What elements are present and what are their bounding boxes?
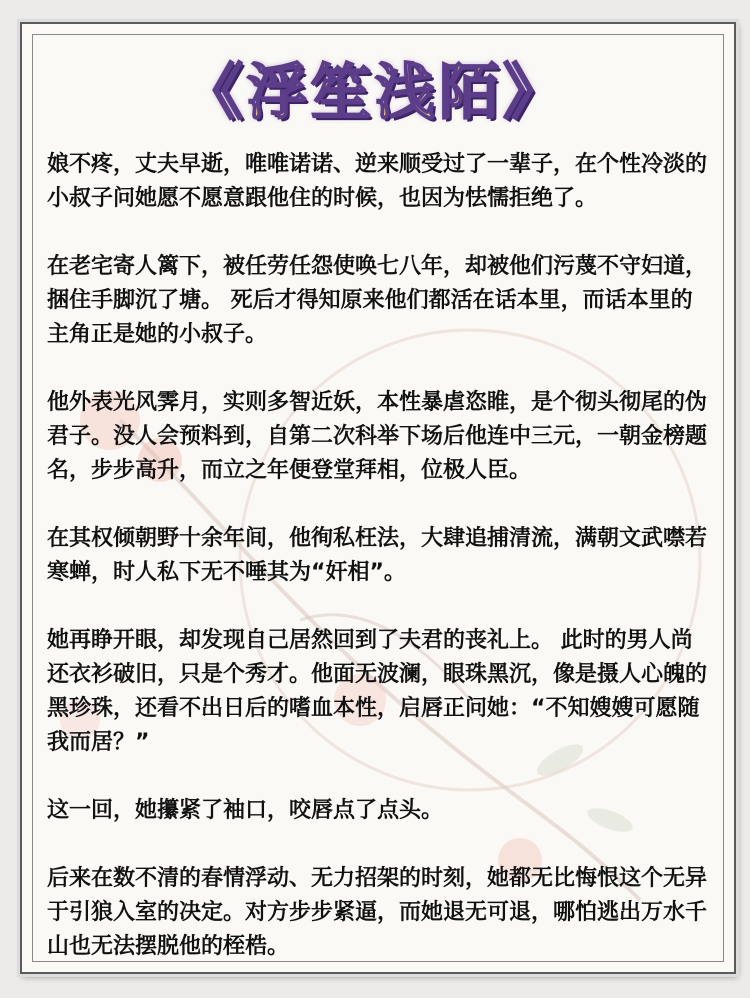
paragraph: 在老宅寄人篱下，被任劳任怨使唤七八年，却被他们污蔑不守妇道，捆住手脚沉了塘。 死后才得知原来他们都活在话本里，而话本里的主角正是她的小叔子。 [47,254,708,347]
paragraph: 这一回，她攥紧了袖口，咬唇点了点头。 [47,798,444,823]
paragraph: 后来在数不清的春情浮动、无力招架的时刻，她都无比悔恨这个无异于引狼入室的决定。对方步步紧逼，而她退无可退，哪怕逃出万水千山也无法摆脱他的桎梏。 [47,866,708,959]
synopsis-body [47,148,707,998]
paragraph: 娘不疼，丈夫早逝，唯唯诺诺、逆来顺受过了一辈子，在个性冷淡的小叔子问她愿不愿意跟他住的时候，也因为怯懦拒绝了。 [47,152,708,211]
paragraph: 在其权倾朝野十余年间，他徇私枉法，大肆追捕清流，满朝文武噤若寒蝉，时人私下无不唾其为“奸相”。 [47,526,708,585]
paragraph: 他外表光风霁月，实则多智近妖，本性暴虐恣睢，是个彻头彻尾的伪君子。没人会预料到，自第二次科举下场后他连中三元，一朝金榜题名，步步高升，而立之年便登堂拜相，位极人臣。 [47,390,708,483]
page-title: 《浮笙浅陌》 [183,58,567,128]
paragraph: 她再睁开眼，却发现自己居然回到了夫君的丧礼上。 此时的男人尚还衣衫破旧，只是个秀才。他面无波澜，眼珠黑沉，像是摄人心魄的黑珍珠，还看不出日后的嗜血本性，启唇正问她：“不知嫂嫂可愿随我而居？” [47,628,708,755]
